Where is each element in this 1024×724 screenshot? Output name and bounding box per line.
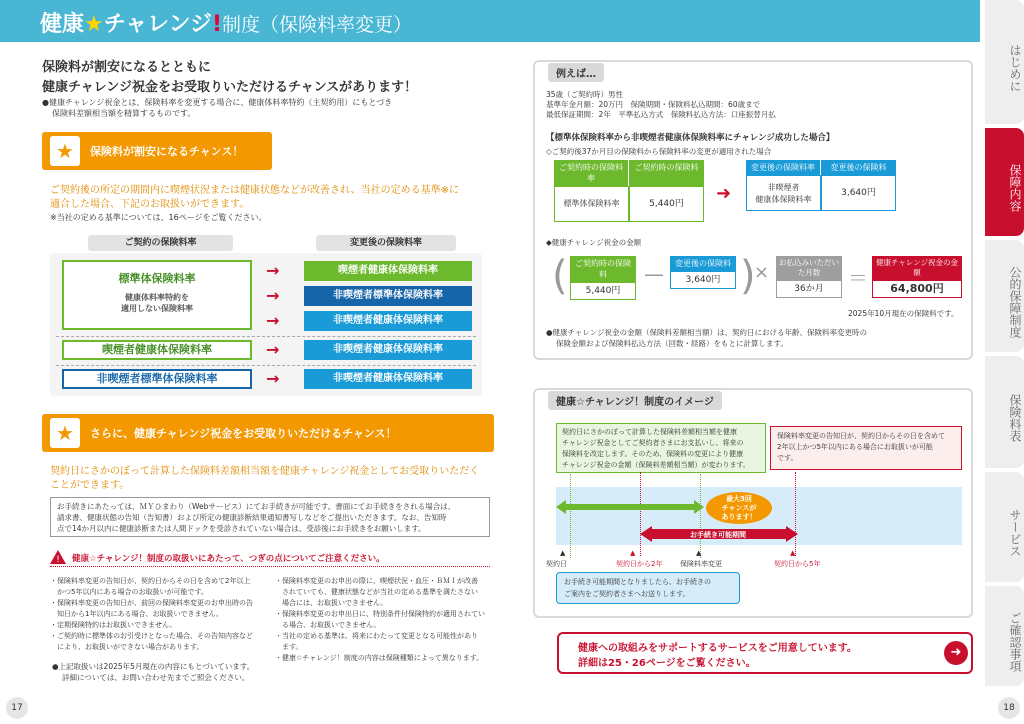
- calc-foot-1: ●健康チャレンジ祝金の金額（保険料差額相当額）は、契約日における年齢、保険料率変更時の: [546, 328, 867, 337]
- rate-standard-sub2: 適用しない保険料率: [121, 304, 193, 313]
- warning-title: 健康☆チャレンジ！制度の取扱いにあたって、つぎの点についてご注意ください。: [72, 554, 385, 564]
- calc-original: [570, 256, 636, 300]
- tab-premium-table[interactable]: 保険料表: [985, 356, 1024, 468]
- sec1-text-2: 適合した場合、下記のお取扱いができます。: [50, 199, 250, 210]
- lead-note-1: ●健康チャレンジ祝金とは、保険料率を変更する場合に、健康体料率特約（主契約用）にもとづき: [42, 98, 393, 107]
- guide-line: [795, 472, 796, 556]
- original-premium-table: [554, 160, 704, 222]
- calc-months-value: 36か月: [776, 280, 842, 298]
- procedure-line: 請求書、健康状態の告知（告知書）および所定の健康診断結果通知書写しなどをご提出いただきます。なお、告知時: [57, 513, 447, 522]
- condition-line: 最低保証期間：2年 平準払込方式 保険料払込方法：口座振替月払: [546, 110, 776, 119]
- page-number-right: 18: [998, 697, 1020, 719]
- arrow-right-icon: ➜: [716, 183, 732, 204]
- sec2-text-2: ことができます。: [50, 480, 130, 491]
- green-note-box: [556, 423, 766, 473]
- calc-title: ◆健康チャレンジ祝金の金額: [546, 238, 642, 247]
- calc-original-header: ご契約時の保険料: [570, 256, 636, 282]
- tab-services[interactable]: サービス: [985, 472, 1024, 582]
- equals-icon: ＝: [848, 266, 868, 290]
- calc-result-header: 健康チャレンジ祝金の金額: [872, 256, 962, 280]
- note-line: ・当社の定める基準は、将来にわたって変更となる可能性があり: [275, 632, 478, 640]
- procedure-line: 点で14か月以内に健康診断または人間ドックを受診されていない場合は、受診後にお手続きをお願いします。: [57, 524, 426, 533]
- procedure-line: お手続きにあたっては、ＭＹひまわり（Webサービス）にてお手続きが可能です。書面にてお手続きをされる場合は、: [57, 502, 456, 511]
- page-number-left: 17: [6, 697, 28, 719]
- calc-result: [872, 256, 962, 298]
- blue-note-box: [556, 572, 740, 604]
- timeline-start: 契約日: [546, 560, 567, 568]
- section-cheaper-banner: ★ 保険料が割安になるチャンス！: [42, 132, 272, 170]
- calc-months: [776, 256, 842, 298]
- divider: [56, 336, 476, 337]
- timeline-marker-icon: ▲: [630, 549, 636, 557]
- calc-new-header: 変更後の保険料: [670, 256, 736, 271]
- calc-note: 2025年10月現在の保険料です。: [848, 309, 959, 318]
- pink-note-box: [770, 426, 962, 470]
- note-line: 知日から1年以内にある場合、お取扱いできません。: [50, 610, 223, 618]
- period-label: お手続き可能期間: [690, 531, 746, 539]
- service-link-line-1[interactable]: 健康への取組みをサポートするサービスをご用意しています。: [578, 643, 857, 654]
- column-header-new: 変更後の保険料率: [316, 235, 456, 251]
- arrow-right-icon: →: [266, 369, 280, 388]
- image-label: 健康☆チャレンジ！制度のイメージ: [548, 391, 722, 410]
- timeline-change: 保険料率変更: [680, 560, 722, 568]
- note-line: ・保険料率変更のお申出日に、特別条件付保険特約が適用されてい: [275, 610, 485, 618]
- notes-left: [50, 576, 270, 653]
- timeline-marker-icon: ▲: [560, 549, 566, 557]
- arrow-circle-icon[interactable]: ➜: [944, 641, 968, 665]
- timeline-marker-icon: ▲: [696, 549, 702, 557]
- calc-original-value: 5,440円: [570, 282, 636, 300]
- blue-note-line: ご案内をご契約者さまへお送りします。: [564, 590, 690, 598]
- guide-line: [570, 474, 571, 558]
- note-line: ・保険料率変更のお申出の際に、喫煙状況・血圧・ＢＭＩが改善: [275, 577, 478, 585]
- arrow-right-icon: →: [266, 286, 280, 305]
- note-line: ・保険料率変更の告知日が、前回の保険料率変更のお申出時の告: [50, 599, 253, 607]
- condition-line: 35歳（ご契約時）男性: [546, 90, 624, 99]
- star-mascot-icon: ★: [48, 134, 82, 168]
- tab-coverage[interactable]: 保障内容: [985, 128, 1024, 236]
- rate-nonsmoker-healthy: 非喫煙者健康体保険料率: [304, 340, 472, 360]
- svg-text:!: !: [56, 555, 60, 564]
- paren-open: (: [552, 253, 568, 299]
- exclamation-icon: !: [212, 12, 223, 37]
- original-premium-value: 5,440円: [629, 186, 704, 222]
- original-rate-value: 標準体保険料率: [554, 186, 629, 222]
- rate-standard: [62, 260, 252, 330]
- rate-nonsmoker-healthy: 非喫煙者健康体保険料率: [304, 369, 472, 389]
- timeline-marker-icon: ▲: [790, 549, 796, 557]
- tab-intro[interactable]: はじめに: [985, 0, 1024, 124]
- page-title: 健康★チャレンジ!制度（保険料率変更）: [40, 12, 413, 37]
- header-original-premium: ご契約時の保険料: [629, 160, 704, 186]
- header-new-rate: 変更後の保険料率: [746, 160, 821, 175]
- column-header-current: ご契約の保険料率: [88, 235, 233, 251]
- tab-public-system[interactable]: 公的保障制度: [985, 240, 1024, 352]
- case-title: 【標準体保険料率から非喫煙者健康体保険料率にチャレンジ成功した場合】: [546, 133, 835, 143]
- sec2-text-1: 契約日にさかのぼって計算した保険料差額相当額を健康チャレンジ祝金としてお受取りいただく: [50, 466, 480, 477]
- pink-note-line: 保険料率変更の告知日が、契約日からその日を含めて: [777, 432, 945, 440]
- note-line: 場合には、お取扱いできません。: [275, 599, 388, 607]
- star-mascot-icon: ★: [48, 416, 82, 450]
- green-note-line: 契約日にさかのぼって計算した保険料差額相当額を健康: [562, 428, 737, 436]
- multiply-icon: ×: [754, 262, 770, 283]
- note-line: かつ5年以内にある場合のお取扱いが可能です。: [50, 588, 208, 596]
- arrow-right-icon: →: [266, 261, 280, 280]
- sec1-text-1: ご契約後の所定の期間内に喫煙状況または健康状態などが改善され、当社の定める基準※に: [50, 185, 459, 196]
- timeline-5yr: 契約日から5年: [774, 560, 821, 568]
- divider: [56, 365, 476, 366]
- case-subtitle: ◇ご契約後37か月目の保険料から保険料率の変更が適用された場合: [546, 147, 772, 156]
- note-line: る場合、お取扱いできません。: [275, 621, 381, 629]
- minus-icon: —: [644, 262, 664, 286]
- footnote-1: ●上記取扱いは2025年5月現在の内容にもとづいています。: [52, 662, 255, 671]
- pink-note-line: 2年以上かつ5年以内にある場合にお取扱いが可能: [777, 443, 933, 451]
- warning-icon: [50, 550, 66, 564]
- header-original-rate: ご契約時の保険料率: [554, 160, 629, 186]
- arrow-right-icon: →: [266, 340, 280, 359]
- lead-note-2: 保険料差額相当額を精算するものです。: [52, 109, 196, 118]
- rate-smoker-healthy: 喫煙者健康体保険料率: [304, 261, 472, 281]
- calc-new: [670, 256, 736, 289]
- new-premium-table: [746, 160, 896, 211]
- lead-line-1: 保険料が割安になるとともに: [42, 60, 212, 75]
- green-double-arrow: [556, 500, 704, 514]
- green-note-line: 保険料を改定します。そのため、保険料の変更により健康: [562, 450, 744, 458]
- tab-confirmation[interactable]: ご確認事項: [985, 586, 1024, 686]
- rate-nonsmoker-healthy: 非喫煙者健康体保険料率: [304, 311, 472, 331]
- notes-right: [275, 576, 495, 664]
- header-new-premium: 変更後の保険料: [821, 160, 896, 175]
- calc-months-header: お払込みいただいた月数: [776, 256, 842, 280]
- guide-line: [700, 474, 701, 558]
- rate-standard-label: 標準体保険料率: [118, 272, 196, 285]
- section-bonus-banner: ★ さらに、健康チャレンジ祝金をお受取りいただけるチャンス！: [42, 414, 494, 452]
- star-icon: ★: [84, 12, 104, 37]
- note-line: されていても、健康状態などが当社の定める基準を満たさない: [275, 588, 478, 596]
- note-line: ます。: [275, 643, 303, 651]
- rate-nonsmoker-standard: 非喫煙者標準体保険料率: [304, 286, 472, 306]
- calc-result-value: 64,800円: [872, 280, 962, 298]
- note-line: ・健康☆チャレンジ！制度の内容は保険種類によって異なります。: [275, 654, 484, 662]
- note-line: ・ご契約時に標準体のお引受けとなった場合、その告知内容など: [50, 632, 253, 640]
- arrow-right-icon: →: [266, 311, 280, 330]
- green-note-line: チャレンジ祝金の金額（保険料差額相当額）が変わります。: [562, 461, 750, 469]
- note-line: ・保険料率変更の告知日が、契約日からその日を含めて2年以上: [50, 577, 251, 585]
- note-line: により、お取扱いができない場合があります。: [50, 643, 204, 651]
- footnote-2: 詳細については、お問い合わせ先までご照会ください。: [62, 673, 250, 682]
- procedure-box: [50, 497, 490, 537]
- service-link-line-2[interactable]: 詳細は25・26ページをご覧ください。: [578, 658, 756, 669]
- timeline-2yr: 契約日から2年: [616, 560, 663, 568]
- lead-line-2: 健康チャレンジ祝金をお受取りいただけるチャンスがあります！: [42, 80, 418, 95]
- new-rate-value: 非喫煙者 健康体保険料率: [746, 175, 821, 211]
- example-conditions: [546, 90, 776, 120]
- calc-new-value: 3,640円: [670, 271, 736, 289]
- paren-close: ): [740, 253, 756, 299]
- rate-smoker-healthy-from: 喫煙者健康体保険料率: [62, 340, 252, 360]
- sec1-note: ※当社の定める基準については、16ページをご覧ください。: [50, 213, 267, 222]
- green-note-line: チャレンジ祝金としてご契約者さまにお支払いし、将来の: [562, 439, 744, 447]
- new-premium-value: 3,640円: [821, 175, 896, 211]
- example-label: 例えば…: [548, 63, 604, 82]
- rate-nonsmoker-standard-from: 非喫煙者標準体保険料率: [62, 369, 252, 389]
- calc-foot-2: 保険金額および保険料払込方法（回数・経路）をもとに計算します。: [556, 339, 788, 348]
- note-line: ・定期保険特約はお取扱いできません。: [50, 621, 177, 629]
- pink-note-line: です。: [777, 454, 798, 462]
- divider: [50, 566, 490, 567]
- chance-bubble: 最大3回 チャンスが あります！: [706, 492, 772, 524]
- condition-line: 基準年金月額：20万円 保険期間・保険料払込期間：60歳まで: [546, 100, 761, 109]
- blue-note-line: お手続き可能期間となりましたら、お手続きの: [564, 578, 711, 586]
- rate-standard-sub1: 健康体料率特約を: [125, 293, 189, 302]
